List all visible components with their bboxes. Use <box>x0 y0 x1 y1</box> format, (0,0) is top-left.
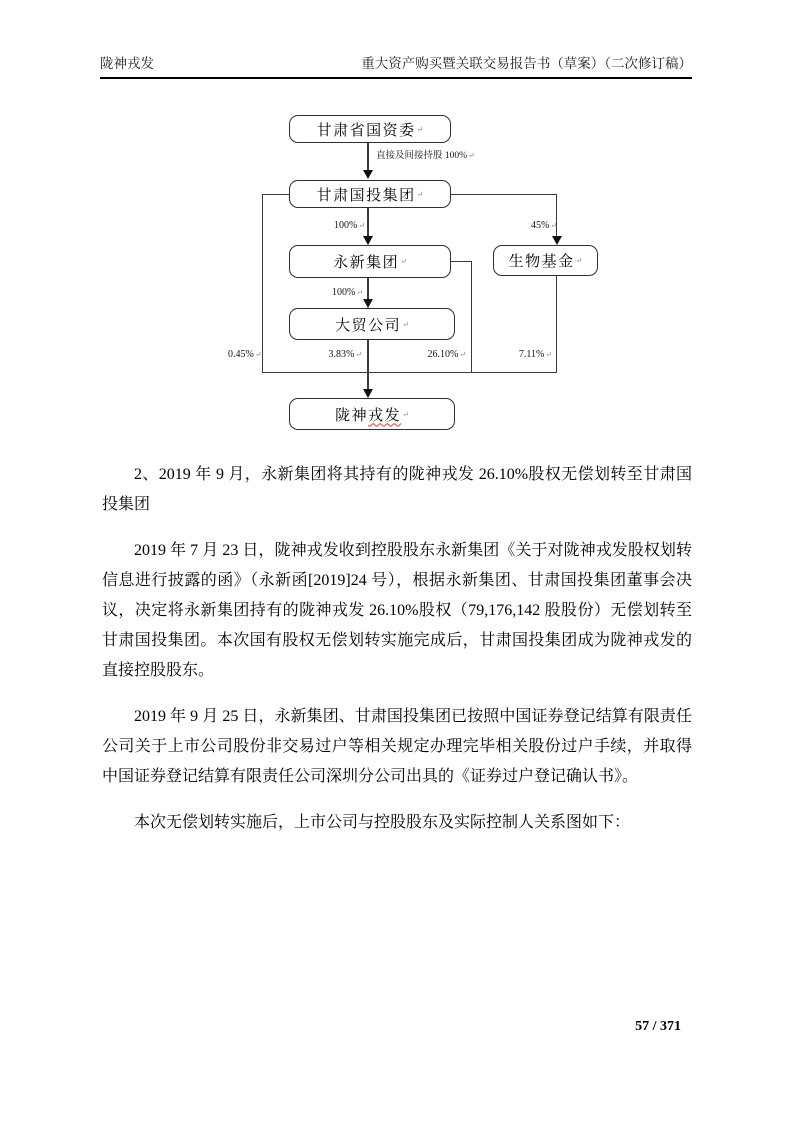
org-node-yongxin-group <box>289 245 451 278</box>
connector-yongxin-right-horizontal <box>451 261 472 262</box>
edge-label-text: 100% <box>333 220 358 231</box>
org-node-longshen-rongfa <box>289 398 455 430</box>
org-node-damao-company <box>289 308 455 340</box>
paragraph-3: 本次无偿划转实施后，上市公司与控股股东及实际控制人关系图如下： <box>134 814 631 831</box>
connector-bus-horizontal <box>262 372 557 373</box>
org-node-label: 大贸公司 <box>335 317 402 334</box>
pilcrow-mark: ↵ <box>416 189 424 199</box>
pilcrow-mark: ↵ <box>355 350 362 359</box>
edge-label-direct-indirect-100pct <box>376 147 475 161</box>
pilcrow-mark: ↵ <box>400 257 407 266</box>
pilcrow-mark: ↵ <box>254 350 262 359</box>
header-right-title: 重大资产购买暨关联交易报告书（草案）（二次修订稿） <box>361 56 692 71</box>
pilcrow-mark: ↵ <box>575 256 583 265</box>
edge-label-text: 100% <box>331 287 356 298</box>
edge-label-biofund-longshen-7-11pct <box>516 349 552 360</box>
header-left-title: 陇神戎发 <box>100 56 154 71</box>
edge-label-text: 3.83% <box>328 349 355 360</box>
paragraph-1: 2019 年 7 月 23 日，陇神戎发收到控股股东永新集团《关于对陇神戎发股权划转信息进行披露的函》（永新函[2019]24 号），根据永新集团、甘肃国投集团董事会决议，决定将永新集团持有的陇神戎发 26.10%股权（79,176,142 股股份）无偿划转至甘肃国投集团。本次国有股权无偿划转实施完成后，甘肃国投集团成为陇神戎发的直接控股股东。 <box>102 542 692 679</box>
org-node-gansu-sasac <box>289 115 451 143</box>
org-node-label: 甘肃省国资委 <box>316 122 416 139</box>
pilcrow-mark: ↵ <box>356 288 363 297</box>
arrowhead-yongxin-damao <box>363 299 373 308</box>
connector-yongxin-damao <box>367 278 369 299</box>
paragraph-2: 2019 年 9 月 25 日，永新集团、甘肃国投集团已按照中国证券登记结算有限责任公司关于上市公司股份非交易过户等相关规定办理完毕相关股份过户手续，并取得中国证券登记结算有限责任公司深圳分公司出具的《证券过户登记确认书》。 <box>102 708 692 785</box>
arrowhead-sasac-gitg <box>363 170 373 179</box>
edge-label-damao-longshen-3-83pct <box>322 349 362 360</box>
org-node-label: 陇神 <box>335 407 369 424</box>
connector-biofund-down <box>556 276 557 372</box>
edge-label-gitg-longshen-0-45pct <box>228 349 262 360</box>
org-node-bio-fund <box>493 245 598 276</box>
arrowhead-gitg-biofund <box>552 236 562 245</box>
arrowhead-gitg-yongxin <box>363 236 373 245</box>
edge-label-text: 45% <box>530 220 550 231</box>
page-header <box>100 52 692 79</box>
pilcrow-mark: ↵ <box>459 350 466 359</box>
connector-gitg-yongxin <box>367 208 369 236</box>
ownership-structure-diagram <box>230 100 630 445</box>
edge-label-text: 直接及间接持股 100% <box>376 151 468 161</box>
pilcrow-mark: ↵ <box>550 221 557 230</box>
edge-label-gitg-biofund-45pct <box>525 220 557 231</box>
section-heading: 2、2019 年 9 月，永新集团将其持有的陇神戎发 26.10%股权无偿划转至甘肃国投集团 <box>102 466 692 513</box>
org-node-gansu-guotou-group <box>289 180 451 208</box>
connector-gitg-left-horizontal <box>262 194 289 195</box>
edge-label-text: 7.11% <box>518 349 545 360</box>
edge-label-yongxin-damao-100pct <box>323 287 363 298</box>
org-node-label: 生物基金 <box>508 254 575 270</box>
edge-label-yongxin-longshen-26-10pct <box>426 349 466 360</box>
pilcrow-mark: ↵ <box>402 319 409 329</box>
edge-label-text: 0.45% <box>228 349 254 360</box>
connector-sasac-gitg <box>367 143 369 171</box>
connector-damao-longshen <box>367 340 369 389</box>
edge-label-gitg-yongxin-100pct <box>325 220 365 231</box>
org-node-label: 永新集团 <box>333 255 400 271</box>
page-number: 57 / 371 <box>635 1019 681 1034</box>
org-node-label-spellchecked: 戎发 <box>368 407 402 424</box>
connector-gitg-left-vertical <box>262 194 263 372</box>
pilcrow-mark: ↵ <box>402 409 409 419</box>
document-body <box>102 460 692 854</box>
connector-gitg-right-horizontal <box>451 194 557 195</box>
pilcrow-mark: ↵ <box>545 350 552 359</box>
pilcrow-mark: ↵ <box>416 124 424 134</box>
pilcrow-mark: ↵ <box>358 221 365 230</box>
arrowhead-bus-longshen <box>363 389 373 398</box>
connector-yongxin-right-vertical <box>471 261 472 372</box>
edge-label-text: 26.10% <box>427 349 459 360</box>
org-node-label: 甘肃国投集团 <box>316 187 416 204</box>
pilcrow-mark: ↵ <box>468 151 475 160</box>
